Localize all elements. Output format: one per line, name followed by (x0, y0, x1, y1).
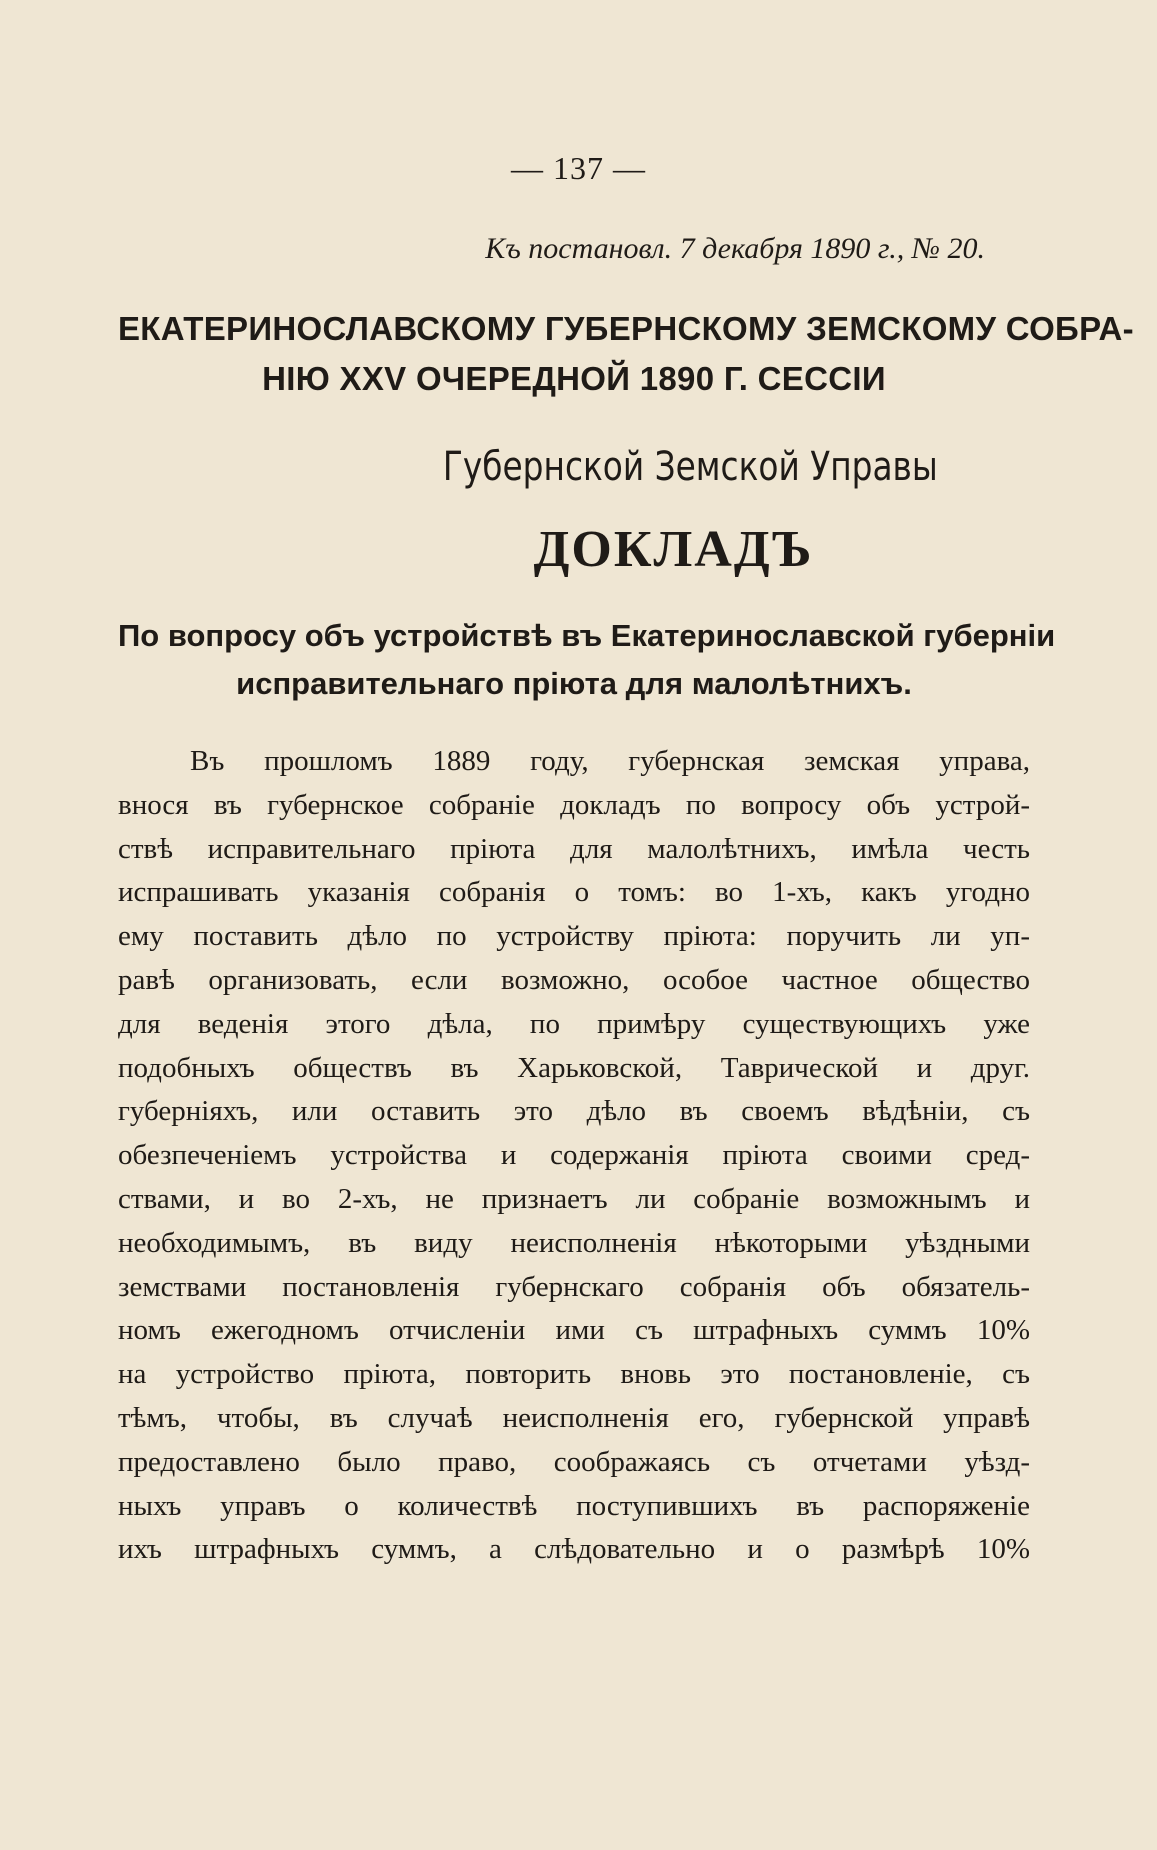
body-line: равѣ организовать, если возможно, особое частное общество (118, 964, 1030, 996)
issuing-authority: Губернской Земской Управы (442, 444, 938, 490)
body-line: внося въ губернское собраніе докладъ по вопросу объ устрой- (118, 788, 1030, 821)
body-line: подобныхъ обществъ въ Харьковской, Таврической и друг. (118, 1051, 1030, 1084)
body-line: губерніяхъ, или оставить это дѣло въ своемъ вѣдѣніи, съ (118, 1095, 1030, 1128)
body-line: ему поставить дѣло по устройству пріюта: поручить ли уп- (118, 920, 1030, 953)
body-line: земствами постановленія губернскаго собранія объ обязатель- (118, 1270, 1030, 1303)
body-line: номъ ежегодномъ отчисленіи ими съ штрафныхъ суммъ 10% (118, 1314, 1030, 1347)
resolution-reference: Къ постановл. 7 декабря 1890 г., № 20. (485, 232, 985, 265)
body-line: Въ прошломъ 1889 году, губернская земская управа, (190, 745, 1030, 777)
body-line: ствѣ исправительнаго пріюта для малолѣтнихъ, имѣла честь (118, 832, 1030, 865)
body-line: на устройство пріюта, повторить вновь это постановленіе, съ (118, 1358, 1030, 1391)
subject-line-2: исправительнаго пріюта для малолѣтнихъ. (236, 666, 912, 701)
body-line: ныхъ управъ о количествѣ поступившихъ въ распоряженіе (118, 1489, 1030, 1522)
subject-line-1: По вопросу объ устройствѣ въ Екатеринославской губерніи (118, 618, 1056, 653)
page-number: — 137 — (511, 150, 646, 186)
body-line: испрашивать указанія собранія о томъ: во 1-хъ, какъ угодно (118, 876, 1030, 909)
document-title: ДОКЛАДЪ (533, 521, 814, 578)
body-line: предоставлено было право, соображаясь съ отчетами уѣзд- (118, 1445, 1030, 1478)
body-line: обезпеченіемъ устройства и содержанія пріюта своими сред- (118, 1139, 1030, 1172)
body-line: ствами, и во 2-хъ, не признаетъ ли собраніе возможнымъ и (118, 1183, 1030, 1215)
body-line: необходимымъ, въ виду неисполненія нѣкоторыми уѣздными (118, 1226, 1030, 1259)
body-line: ихъ штрафныхъ суммъ, а слѣдовательно и о размѣрѣ 10% (118, 1533, 1030, 1566)
addressee-heading-line-2: НІЮ XXV ОЧЕРЕДНОЙ 1890 Г. СЕССІИ (262, 360, 886, 397)
addressee-heading-line-1: ЕКАТЕРИНОСЛАВСКОМУ ГУБЕРНСКОМУ ЗЕМСКОМУ СОБРА- (118, 310, 1134, 347)
body-line: для веденія этого дѣла, по примѣру существующихъ уже (118, 1007, 1030, 1040)
body-line: тѣмъ, чтобы, въ случаѣ неисполненія его, губернской управѣ (118, 1402, 1030, 1434)
